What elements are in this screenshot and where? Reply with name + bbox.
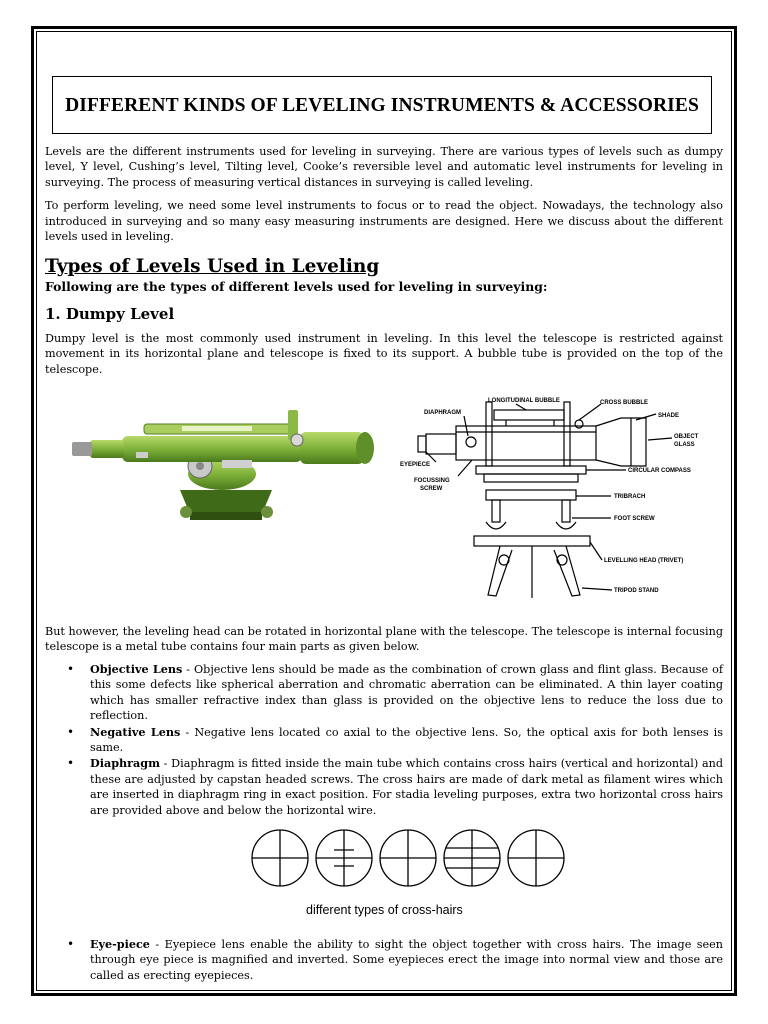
after-figure-section <box>45 624 723 655</box>
list-item-diaphragm <box>45 756 723 818</box>
section-intro: Following are the types of different levels used for leveling in surveying: <box>45 279 548 294</box>
part-text: - Negative lens located co axial to the objective lens. So, the optical axis for both lenses is same. <box>90 725 724 755</box>
section-heading: Types of Levels Used in Leveling <box>45 256 380 277</box>
crosshair-type-5 <box>508 830 564 886</box>
label-foot-screw: FOOT SCREW <box>614 516 655 522</box>
bullet: • <box>67 756 75 771</box>
part-name: Objective Lens <box>90 662 183 676</box>
bullet: • <box>67 937 75 951</box>
label-longitudinal-bubble: LONGITUDINAL BUBBLE <box>488 398 560 404</box>
after-figure-paragraph: But however, the leveling head can be rotated in horizontal plane with the telescope. The telescope is internal focusing telescope is a metal tube contains four main parts as given below. <box>45 625 723 654</box>
intro-section <box>45 144 723 244</box>
label-levelling-head: LEVELLING HEAD (TRIVET) <box>604 558 684 564</box>
eyepiece-list <box>45 937 723 983</box>
label-glass: GLASS <box>674 442 695 448</box>
eyepiece-section <box>45 937 723 984</box>
label-screw: SCREW <box>420 486 443 492</box>
label-tribrach: TRIBRACH <box>614 494 646 500</box>
crosshair-type-1 <box>252 830 308 886</box>
part-name: Eye-piece <box>90 937 150 951</box>
label-object: OBJECT <box>674 434 699 440</box>
part-name: Diaphragm <box>90 756 160 771</box>
intro-paragraph-1: Levels are the different instruments used for leveling in surveying. There are various types of levels such as dumpy level, Y level, Cushing’s level, Tilting level, Cooke’s reversible level and automatic level instruments for leveling in surveying. The process of measuring vertical distances in surveying is called leveling. <box>45 145 723 189</box>
page-title: DIFFERENT KINDS OF LEVELING INSTRUMENTS & ACCESSORIES <box>65 94 699 116</box>
label-cross-bubble: CROSS BUBBLE <box>600 400 649 406</box>
dumpy-level-photo <box>62 402 380 528</box>
label-circular-compass: CIRCULAR COMPASS <box>628 468 691 474</box>
bullet: • <box>67 662 75 676</box>
list-item-eyepiece <box>45 937 723 983</box>
part-text: - Objective lens should be made as the combination of crown glass and flint glass. Because of this some defects like spherical aberration and chromatic aberration can be eliminated. A thin layer coating which has smaller refractive index than glass is provided on the objective lens to reduce the loss due to reflection. <box>90 663 723 723</box>
crosshair-type-2 <box>316 830 372 886</box>
part-name: Negative Lens <box>90 724 181 739</box>
intro-paragraph-2: To perform leveling, we need some level instruments to focus or to read the object. Nowadays, the technology also introduced in surveying and so many easy measuring instruments are designed. Here we discuss about the different levels used in leveling. <box>45 199 723 244</box>
list-item-objective-lens <box>45 662 723 724</box>
part-text: - Diaphragm is fitted inside the main tube which contains cross hairs (vertical and horizontal) and these are adjusted by capstan headed screws. The cross hairs are made of dark metal as filament wires which are inserted in diaphragm ring in exact position. For stadia leveling purposes, extra two horizontal cross hairs are provided above and below the horizontal wire. <box>90 757 723 817</box>
label-diaphragm: DIAPHRAGM <box>424 410 461 416</box>
crosshairs-figure <box>248 828 568 888</box>
dumpy-description <box>45 331 723 377</box>
dumpy-paragraph: Dumpy level is the most commonly used instrument in leveling. In this level the telescope is restricted against movement in its horizontal plane and telescope is fixed to its support. A bubble tube is provided on the top of the telescope. <box>45 332 723 376</box>
list-item-negative-lens <box>45 725 723 756</box>
subsection-heading-dumpy-level: 1. Dumpy Level <box>45 305 175 323</box>
label-focussing: FOCUSSING <box>414 478 450 484</box>
label-eyepiece: EYEPIECE <box>400 462 431 468</box>
crosshair-type-3 <box>380 830 436 886</box>
crosshairs-caption: different types of cross-hairs <box>306 903 463 917</box>
parts-list <box>45 662 723 818</box>
title-box <box>52 76 712 134</box>
crosshair-type-4 <box>444 830 500 886</box>
dumpy-level-diagram <box>396 390 726 605</box>
bullet: • <box>67 724 75 739</box>
label-tripod-stand: TRIPOD STAND <box>614 588 659 594</box>
part-text: - Eyepiece lens enable the ability to sight the object together with cross hairs. The image seen through eye piece is magnified and inverted. Some eyepieces erect the image into normal view and those are called as erecting eyepieces. <box>90 938 723 982</box>
telescope-parts <box>45 662 723 819</box>
label-shade: SHADE <box>658 413 680 419</box>
